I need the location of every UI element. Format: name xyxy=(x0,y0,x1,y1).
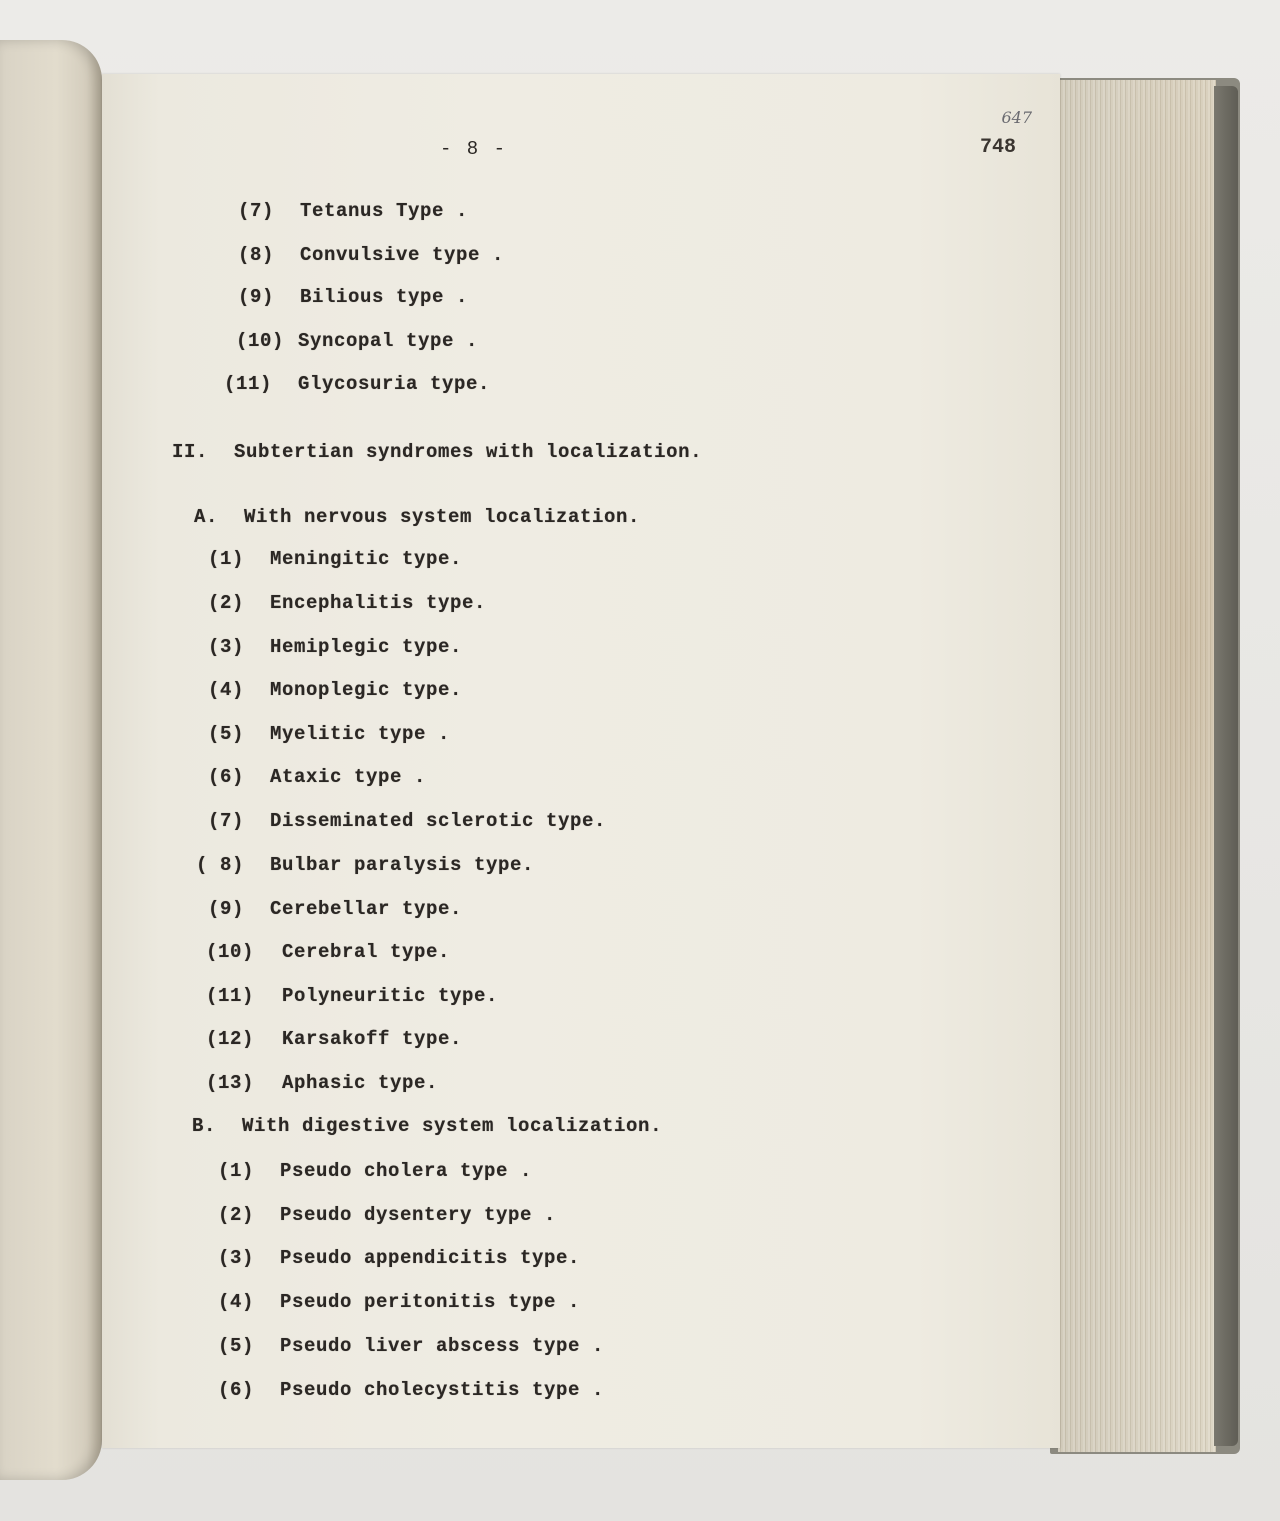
left-facing-page xyxy=(0,40,102,1480)
folio-stamp-number: 748 xyxy=(980,136,1017,159)
item-text: Syncopal type . xyxy=(298,330,479,352)
book-page-edges xyxy=(1058,80,1216,1452)
book-spine xyxy=(1214,86,1238,1446)
folio-pencil-number: 647 xyxy=(1001,108,1032,127)
item-number: (5) xyxy=(208,723,245,745)
item-text: Pseudo peritonitis type . xyxy=(280,1291,581,1313)
item-text: Pseudo liver abscess type . xyxy=(280,1335,605,1357)
item-text: Polyneuritic type. xyxy=(282,985,499,1007)
page-number: - 8 - xyxy=(440,138,508,160)
item-text: Pseudo cholecystitis type . xyxy=(280,1379,605,1401)
item-number: (5) xyxy=(218,1335,255,1357)
section-heading: With nervous system localization. xyxy=(244,506,641,528)
item-number: (6) xyxy=(208,766,245,788)
item-number: (4) xyxy=(218,1291,255,1313)
item-text: Meningitic type. xyxy=(270,548,463,570)
item-number: (7) xyxy=(208,810,245,832)
section-heading: With digestive system localization. xyxy=(242,1115,663,1137)
item-text: Aphasic type. xyxy=(282,1072,439,1094)
item-number: ( 8) xyxy=(196,854,245,876)
item-text: Pseudo dysentery type . xyxy=(280,1204,557,1226)
item-text: Myelitic type . xyxy=(270,723,451,745)
item-number: (11) xyxy=(224,373,273,395)
item-number: (9) xyxy=(208,898,245,920)
item-text: Cerebellar type. xyxy=(270,898,463,920)
item-number: (12) xyxy=(206,1028,255,1050)
item-text: Glycosuria type. xyxy=(298,373,491,395)
item-text: Tetanus Type . xyxy=(300,200,469,222)
item-number: (2) xyxy=(218,1204,255,1226)
item-text: Encephalitis type. xyxy=(270,592,487,614)
item-text: Bulbar paralysis type. xyxy=(270,854,535,876)
item-text: Monoplegic type. xyxy=(270,679,463,701)
typed-page xyxy=(102,74,1060,1448)
item-number: (13) xyxy=(206,1072,255,1094)
item-number: (11) xyxy=(206,985,255,1007)
item-number: (2) xyxy=(208,592,245,614)
item-number: (4) xyxy=(208,679,245,701)
item-text: Ataxic type . xyxy=(270,766,427,788)
item-number: (6) xyxy=(218,1379,255,1401)
item-text: Pseudo appendicitis type. xyxy=(280,1247,581,1269)
heading-number: II. xyxy=(172,441,209,463)
item-number: (3) xyxy=(208,636,245,658)
item-number: (9) xyxy=(238,286,275,308)
item-number: (10) xyxy=(206,941,255,963)
item-text: Disseminated sclerotic type. xyxy=(270,810,607,832)
item-number: (8) xyxy=(238,244,275,266)
item-text: Karsakoff type. xyxy=(282,1028,463,1050)
item-text: Hemiplegic type. xyxy=(270,636,463,658)
item-number: (1) xyxy=(218,1160,255,1182)
item-text: Cerebral type. xyxy=(282,941,451,963)
item-number: (10) xyxy=(236,330,285,352)
item-number: (3) xyxy=(218,1247,255,1269)
section-letter: A. xyxy=(194,506,219,528)
heading-text: Subtertian syndromes with localization. xyxy=(234,441,703,463)
item-text: Pseudo cholera type . xyxy=(280,1160,533,1182)
item-text: Convulsive type . xyxy=(300,244,505,266)
item-number: (1) xyxy=(208,548,245,570)
item-text: Bilious type . xyxy=(300,286,469,308)
item-number: (7) xyxy=(238,200,275,222)
section-letter: B. xyxy=(192,1115,217,1137)
